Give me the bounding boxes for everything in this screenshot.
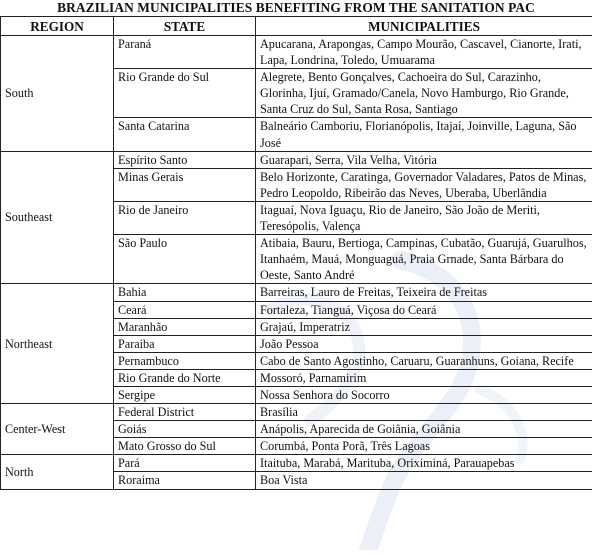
header-region: REGION bbox=[1, 17, 114, 36]
region-cell: Southeast bbox=[1, 151, 114, 284]
state-cell: Minas Gerais bbox=[114, 168, 256, 201]
document-title: BRAZILIAN MUNICIPALITIES BENEFITING FROM THE SANITATION PAC bbox=[57, 0, 535, 15]
municipalities-table bbox=[0, 16, 592, 490]
table-row bbox=[1, 284, 592, 301]
state-cell: Ceará bbox=[114, 301, 256, 318]
municipalities-cell: Grajaú, Imperatriz bbox=[256, 318, 592, 335]
table-body bbox=[1, 36, 592, 490]
municipalities-cell: Alegrete, Bento Gonçalves, Cachoeira do Sul, Carazinho, Glorinha, Ijuí, Gramado/Canela, Novo Hamburgo, Rio Grande, Santa Cruz do Sul, Santa Rosa, Santiago bbox=[256, 69, 592, 118]
region-cell: Center-West bbox=[1, 404, 114, 455]
state-cell: Paraiba bbox=[114, 335, 256, 352]
table-row bbox=[1, 36, 592, 69]
municipalities-cell: Fortaleza, Tianguá, Viçosa do Ceará bbox=[256, 301, 592, 318]
municipalities-cell: Balneário Camboriu, Florianópolis, Itajaí, Joinville, Laguna, São José bbox=[256, 118, 592, 151]
state-cell: Santa Catarina bbox=[114, 118, 256, 151]
municipalities-cell: Barreiras, Lauro de Freitas, Teixeira de Freitas bbox=[256, 284, 592, 301]
state-cell: Rio Grande do Sul bbox=[114, 69, 256, 118]
municipalities-cell: João Pessoa bbox=[256, 335, 592, 352]
municipalities-cell: Mossoró, Parnamirim bbox=[256, 369, 592, 386]
municipalities-cell: Brasília bbox=[256, 404, 592, 421]
state-cell: Rio Grande do Norte bbox=[114, 369, 256, 386]
state-cell: Federal District bbox=[114, 404, 256, 421]
region-cell: Northeast bbox=[1, 284, 114, 404]
state-cell: Roraima bbox=[114, 472, 256, 489]
municipalities-cell: Guarapari, Serra, Vila Velha, Vitória bbox=[256, 151, 592, 168]
municipalities-cell: Corumbá, Ponta Porã, Três Lagoas bbox=[256, 438, 592, 455]
state-cell: Maranhão bbox=[114, 318, 256, 335]
state-cell: São Paulo bbox=[114, 235, 256, 284]
state-cell: Espírito Santo bbox=[114, 151, 256, 168]
municipalities-cell: Itaituba, Marabá, Marituba, Oriximiná, Parauapebas bbox=[256, 455, 592, 472]
state-cell: Mato Grosso do Sul bbox=[114, 438, 256, 455]
municipalities-cell: Anápolis, Aparecida de Goiânia, Goiânia bbox=[256, 421, 592, 438]
municipalities-cell: Nossa Senhora do Socorro bbox=[256, 386, 592, 403]
region-cell: North bbox=[1, 455, 114, 489]
table-header-row bbox=[1, 17, 592, 36]
municipalities-cell: Cabo de Santo Agostinho, Caruaru, Guaranhuns, Goiana, Recife bbox=[256, 352, 592, 369]
municipalities-cell: Belo Horizonte, Caratinga, Governador Valadares, Patos de Minas, Pedro Leopoldo, Ribeirão das Neves, Uberaba, Uberlândia bbox=[256, 168, 592, 201]
municipalities-cell: Itaguaí, Nova Iguaçu, Rio de Janeiro, São João de Meriti, Teresópolis, Valença bbox=[256, 201, 592, 234]
table-row bbox=[1, 455, 592, 472]
state-cell: Paraná bbox=[114, 36, 256, 69]
municipalities-cell: Boa Vista bbox=[256, 472, 592, 489]
state-cell: Pará bbox=[114, 455, 256, 472]
state-cell: Goiás bbox=[114, 421, 256, 438]
table-row bbox=[1, 151, 592, 168]
header-state: STATE bbox=[114, 17, 256, 36]
state-cell: Sergipe bbox=[114, 386, 256, 403]
state-cell: Rio de Janeiro bbox=[114, 201, 256, 234]
state-cell: Bahia bbox=[114, 284, 256, 301]
table-row bbox=[1, 404, 592, 421]
header-municipalities: MUNICIPALITIES bbox=[256, 17, 592, 36]
municipalities-cell: Apucarana, Arapongas, Campo Mourão, Cascavel, Cianorte, Irati, Lapa, Londrina, Toledo, Umuarama bbox=[256, 36, 592, 69]
region-cell: South bbox=[1, 36, 114, 152]
municipalities-cell: Atibaia, Bauru, Bertioga, Campinas, Cubatão, Guarujá, Guarulhos, Itanhaém, Mauá, Monguaguá, Praia Grnade, Santa Bárbara do Oeste, Santo André bbox=[256, 235, 592, 284]
state-cell: Pernambuco bbox=[114, 352, 256, 369]
